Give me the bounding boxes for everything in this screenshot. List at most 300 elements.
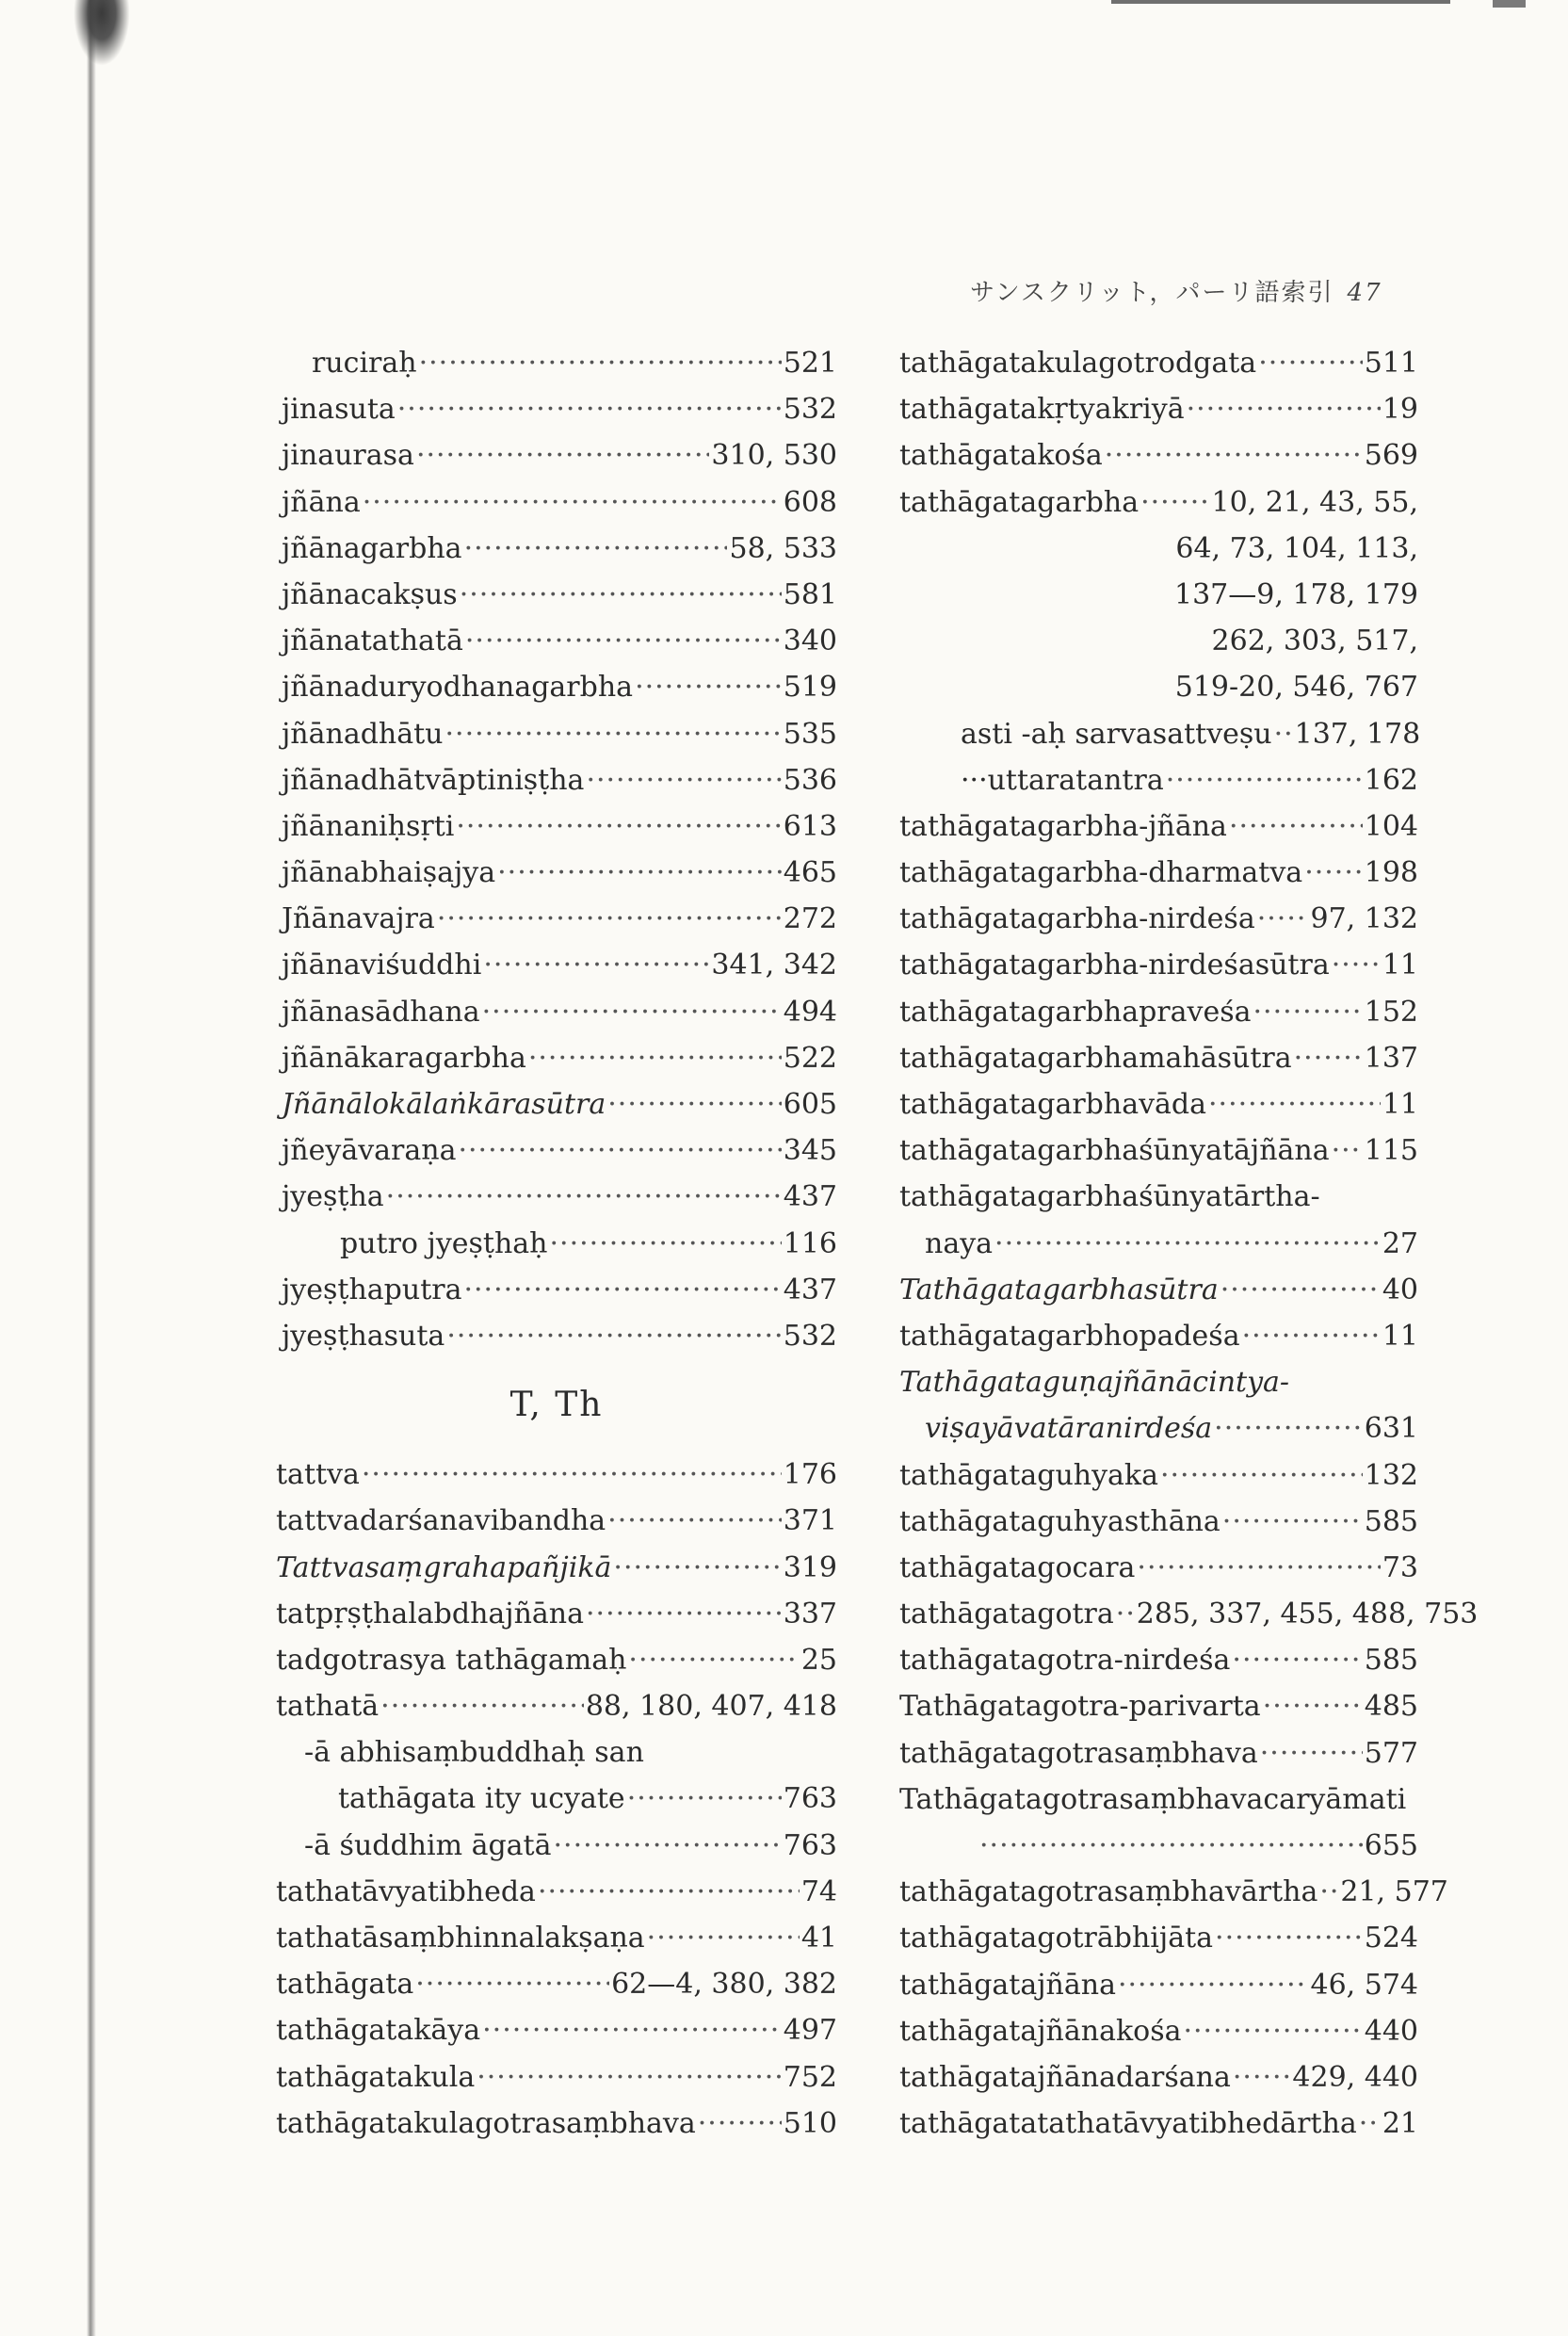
entry-page-ref: 310, 530 bbox=[711, 439, 837, 473]
entry-page-ref: 19 bbox=[1382, 393, 1418, 427]
index-entry bbox=[276, 479, 837, 526]
dot-leader bbox=[1215, 1915, 1363, 1961]
entry-term: tathāgatagarbhapraveśa bbox=[899, 995, 1252, 1029]
index-entry bbox=[276, 1591, 837, 1637]
index-entry bbox=[276, 1267, 837, 1313]
entry-page-ref: 285, 337, 455, 488, 753 bbox=[1136, 1598, 1479, 1631]
entry-page-ref: 535 bbox=[783, 717, 837, 751]
index-entry bbox=[895, 1730, 1418, 1776]
entry-term: ···uttaratantra bbox=[961, 763, 1164, 797]
dot-leader bbox=[538, 1869, 800, 1915]
dot-leader bbox=[483, 942, 709, 988]
left-column bbox=[276, 340, 837, 2147]
index-entry bbox=[895, 1313, 1418, 1359]
entry-term: tathāgatagarbha-nirdeśasūtra bbox=[899, 949, 1330, 982]
entry-page-ref: 655 bbox=[1364, 1829, 1418, 1862]
entry-page-ref: 429, 440 bbox=[1292, 2060, 1418, 2094]
entry-page-ref: 11 bbox=[1382, 1088, 1418, 1121]
dot-leader bbox=[1232, 1637, 1362, 1683]
entry-term: tathāgatagotra bbox=[899, 1598, 1114, 1631]
entry-page-ref: 519 bbox=[783, 671, 837, 705]
entry-page-ref: 763 bbox=[783, 1782, 837, 1816]
dot-leader bbox=[456, 803, 781, 850]
entry-page-ref: 58, 533 bbox=[729, 531, 837, 565]
entry-page-ref: 763 bbox=[783, 1828, 837, 1862]
entry-page-ref: 465 bbox=[783, 856, 837, 890]
index-entry bbox=[895, 386, 1418, 432]
entry-page-ref: 137—9, 178, 179 bbox=[1173, 577, 1418, 611]
index-entry bbox=[895, 1915, 1418, 1961]
index-entry bbox=[276, 1915, 837, 1961]
dot-leader bbox=[1116, 1591, 1135, 1637]
entry-page-ref: 752 bbox=[783, 2060, 837, 2094]
index-entry bbox=[895, 1869, 1448, 1915]
index-entry bbox=[895, 1359, 1418, 1405]
index-entry bbox=[895, 803, 1418, 850]
entry-page-ref: 437 bbox=[783, 1273, 837, 1306]
entry-term: jñānaviśuddhi bbox=[282, 949, 482, 982]
index-entry bbox=[895, 1545, 1418, 1591]
entry-page-ref: 532 bbox=[783, 393, 837, 427]
running-header bbox=[970, 273, 1382, 308]
index-entry bbox=[276, 942, 837, 988]
index-entry bbox=[276, 711, 837, 757]
dot-leader bbox=[477, 2054, 782, 2101]
entry-term: -ā abhisaṃbuddhaḥ san bbox=[304, 1736, 644, 1770]
index-entry bbox=[895, 340, 1418, 386]
index-entry bbox=[276, 1127, 837, 1174]
entry-page-ref: 74 bbox=[800, 1874, 837, 1908]
dot-leader bbox=[437, 896, 782, 942]
index-entry bbox=[895, 1174, 1418, 1220]
entry-term: jinaurasa bbox=[282, 439, 414, 473]
index-entry bbox=[895, 1591, 1479, 1637]
index-entry bbox=[276, 1035, 837, 1081]
entry-page-ref: 115 bbox=[1364, 1134, 1418, 1168]
entry-term: -ā śuddhim āgatā bbox=[304, 1828, 552, 1862]
entry-page-ref: 521 bbox=[783, 347, 837, 380]
entry-page-ref: 581 bbox=[783, 577, 837, 611]
page-number: 47 bbox=[1347, 279, 1382, 307]
entry-page-ref: 608 bbox=[783, 485, 837, 519]
entry-term: tathāgatatathatāvyatibhedārtha bbox=[899, 2107, 1357, 2141]
index-entry bbox=[276, 1452, 837, 1498]
entry-page-ref: 494 bbox=[783, 995, 837, 1029]
entry-term: tathāgatagotrābhijāta bbox=[899, 1922, 1214, 1955]
right-column bbox=[895, 340, 1479, 2147]
entry-term: tathāgatakulagotrasaṃbhava bbox=[276, 2106, 696, 2140]
dot-leader bbox=[1359, 2101, 1381, 2147]
dot-leader bbox=[463, 1267, 781, 1313]
dot-leader bbox=[415, 1961, 609, 2007]
scan-top-line bbox=[1111, 0, 1450, 4]
entry-page-ref: 262, 303, 517, bbox=[1211, 625, 1418, 658]
entry-page-ref: 337 bbox=[783, 1597, 837, 1630]
right-entries bbox=[895, 340, 1479, 2147]
left-entries-bottom bbox=[276, 1452, 837, 2147]
entry-term: tathatā bbox=[276, 1690, 380, 1724]
dot-leader bbox=[1220, 1267, 1381, 1313]
entry-page-ref: 137, 178 bbox=[1294, 717, 1421, 751]
entry-term: tathāgatakulagotrodgata bbox=[899, 347, 1257, 380]
entry-page-ref: 522 bbox=[783, 1041, 837, 1075]
dot-leader bbox=[482, 989, 782, 1035]
entry-page-ref: 272 bbox=[783, 902, 837, 936]
entry-term: putro jyeṣṭhaḥ bbox=[340, 1226, 548, 1260]
dot-leader bbox=[1183, 2008, 1362, 2054]
entry-term: jinasuta bbox=[282, 393, 396, 427]
entry-page-ref: 510 bbox=[783, 2106, 837, 2140]
index-entry bbox=[276, 896, 837, 942]
entry-term: tathāgatagotrasaṃbhava bbox=[899, 1736, 1258, 1770]
entry-page-ref: 41 bbox=[800, 1922, 837, 1955]
entry-page-ref: 64, 73, 104, 113, bbox=[1175, 531, 1418, 565]
entry-page-ref: 198 bbox=[1364, 856, 1418, 890]
index-entry bbox=[276, 1498, 837, 1544]
entry-page-ref: 341, 342 bbox=[711, 949, 837, 982]
entry-page-ref: 104 bbox=[1364, 809, 1418, 843]
entry-page-ref: 532 bbox=[783, 1319, 837, 1353]
index-entry bbox=[276, 1637, 837, 1683]
entry-term: tathatāvyatibheda bbox=[276, 1874, 536, 1908]
section-heading: T, Th bbox=[509, 1386, 604, 1425]
index-entry bbox=[276, 1174, 837, 1220]
dot-leader bbox=[1332, 1127, 1363, 1174]
dot-leader bbox=[1233, 2054, 1291, 2101]
entry-term: tathāgatagotra-nirdeśa bbox=[899, 1644, 1231, 1678]
left-entries-top bbox=[276, 340, 837, 1359]
index-entry bbox=[276, 2101, 837, 2147]
entry-term: tathāgatagarbha-nirdeśa bbox=[899, 902, 1255, 936]
entry-page-ref: 577 bbox=[1364, 1736, 1418, 1770]
entry-page-ref: 97, 132 bbox=[1310, 902, 1418, 936]
entry-term: tathāgatakṛtyakriyā bbox=[899, 393, 1185, 427]
dot-leader bbox=[416, 432, 709, 479]
entry-page-ref: 21 bbox=[1382, 2107, 1418, 2141]
scan-gutter-edge bbox=[87, 0, 96, 2336]
entry-term: tathāgatagarbhavāda bbox=[899, 1088, 1207, 1121]
dot-leader bbox=[607, 1081, 781, 1127]
dot-leader bbox=[698, 2101, 782, 2147]
entry-term: jñānacakṣus bbox=[282, 577, 458, 611]
dot-leader bbox=[465, 618, 782, 664]
index-entry bbox=[276, 850, 837, 896]
index-entry bbox=[895, 942, 1418, 988]
entry-term: tathāgatajñānadarśana bbox=[899, 2060, 1231, 2094]
index-entry bbox=[895, 572, 1418, 618]
dot-leader bbox=[528, 1035, 782, 1081]
index-entry bbox=[895, 1637, 1418, 1683]
index-entry bbox=[895, 711, 1421, 757]
entry-page-ref: 25 bbox=[800, 1643, 837, 1677]
entry-term: tathāgatagarbhaśūnyatājñāna bbox=[899, 1134, 1330, 1168]
index-entry bbox=[895, 1962, 1418, 2008]
entry-page-ref: 73 bbox=[1382, 1550, 1418, 1584]
index-entry bbox=[276, 1961, 837, 2007]
header-title: サンスクリット，パーリ語索引 bbox=[970, 279, 1334, 307]
dot-leader bbox=[550, 1221, 782, 1267]
index-entry bbox=[895, 757, 1418, 803]
entry-page-ref: 11 bbox=[1382, 1319, 1418, 1353]
index-entry bbox=[276, 2007, 837, 2053]
dot-leader bbox=[1319, 1869, 1338, 1915]
index-entry bbox=[895, 1405, 1418, 1452]
index-entry bbox=[276, 1776, 837, 1822]
index-entry bbox=[276, 2054, 837, 2101]
entry-term: Tathāgatagotra-parivarta bbox=[899, 1690, 1261, 1724]
entry-page-ref: 137 bbox=[1364, 1041, 1418, 1075]
entry-term: tathāgata bbox=[276, 1968, 414, 2002]
entry-page-ref: 605 bbox=[783, 1088, 837, 1121]
entry-term: tathāgatagocara bbox=[899, 1550, 1136, 1584]
entry-term: tathāgatajñānakośa bbox=[899, 2014, 1182, 2048]
dot-leader bbox=[647, 1915, 800, 1961]
entry-term: viṣayāvatāranirdeśa bbox=[925, 1412, 1213, 1446]
entry-term: tathāgataguhyaka bbox=[899, 1458, 1158, 1492]
entry-page-ref: 536 bbox=[783, 763, 837, 797]
dot-leader bbox=[460, 572, 782, 618]
dot-leader bbox=[380, 1683, 584, 1729]
entry-page-ref: 40 bbox=[1382, 1273, 1418, 1306]
entry-term: tadgotrasya tathāgamaḥ bbox=[276, 1643, 627, 1677]
entry-page-ref: 319 bbox=[783, 1550, 837, 1584]
entry-term: tathāgatakośa bbox=[899, 439, 1103, 473]
dot-leader bbox=[1304, 850, 1363, 896]
entry-term: tathāgataguhyasthāna bbox=[899, 1504, 1220, 1538]
entry-page-ref: 371 bbox=[783, 1504, 837, 1538]
entry-term: jñānabhaiṣajya bbox=[282, 856, 496, 890]
dot-leader bbox=[1105, 432, 1363, 479]
entry-term: naya bbox=[925, 1226, 994, 1260]
entry-page-ref: 345 bbox=[783, 1134, 837, 1168]
index-entry bbox=[895, 989, 1418, 1035]
index-entry bbox=[895, 2008, 1418, 2054]
entry-page-ref: 569 bbox=[1364, 439, 1418, 473]
entry-page-ref: 152 bbox=[1364, 995, 1418, 1029]
index-entry bbox=[895, 1081, 1418, 1127]
entry-term: jñānadhātvāptiniṣṭha bbox=[282, 763, 585, 797]
entry-page-ref: 162 bbox=[1364, 763, 1418, 797]
index-entry bbox=[276, 1869, 837, 1915]
entry-page-ref: 631 bbox=[1364, 1412, 1418, 1446]
dot-leader bbox=[445, 711, 782, 757]
dot-leader bbox=[1263, 1683, 1363, 1729]
index-entry bbox=[895, 432, 1418, 479]
entry-term: jñānatathatā bbox=[282, 625, 463, 658]
index-entry bbox=[276, 989, 837, 1035]
entry-term: jñānasādhana bbox=[282, 995, 480, 1029]
entry-page-ref: 519-20, 546, 767 bbox=[1174, 671, 1418, 705]
index-entry bbox=[895, 1683, 1418, 1729]
entry-term: tathāgatagarbha bbox=[899, 485, 1140, 519]
entry-page-ref: 176 bbox=[783, 1458, 837, 1492]
entry-term: jyeṣṭhasuta bbox=[282, 1319, 445, 1353]
entry-term: jyeṣṭhaputra bbox=[282, 1273, 462, 1306]
index-entry bbox=[276, 1313, 837, 1359]
dot-leader bbox=[482, 2007, 782, 2053]
entry-term: jñānagarbha bbox=[282, 531, 462, 565]
entry-term: tathāgatagarbhopadeśa bbox=[899, 1319, 1240, 1353]
entry-page-ref: 524 bbox=[1364, 1922, 1418, 1955]
dot-leader bbox=[994, 1221, 1381, 1267]
index-entry bbox=[276, 1081, 837, 1127]
dot-leader bbox=[1257, 896, 1309, 942]
dot-leader bbox=[635, 664, 782, 710]
dot-leader bbox=[1274, 711, 1293, 757]
index-entry bbox=[895, 526, 1418, 572]
dot-leader bbox=[1294, 1035, 1363, 1081]
entry-page-ref: 485 bbox=[1364, 1690, 1418, 1724]
entry-page-ref: 340 bbox=[783, 625, 837, 658]
entry-term: tathāgatakāya bbox=[276, 2014, 481, 2048]
entry-page-ref: 88, 180, 407, 418 bbox=[585, 1690, 837, 1724]
entry-term: Tathāgatagotrasaṃbhavacaryāmati bbox=[899, 1782, 1407, 1816]
entry-page-ref: 613 bbox=[783, 809, 837, 843]
entry-page-ref: 511 bbox=[1364, 347, 1418, 380]
dot-leader bbox=[1332, 942, 1381, 988]
index-entry bbox=[895, 1452, 1418, 1499]
entry-term: tathāgatagarbha-dharmatva bbox=[899, 856, 1303, 890]
index-entry bbox=[276, 664, 837, 710]
index-entry bbox=[895, 1267, 1418, 1313]
entry-page-ref: 27 bbox=[1382, 1226, 1418, 1260]
dot-leader bbox=[1160, 1452, 1363, 1499]
index-entry bbox=[895, 618, 1418, 664]
index-entry bbox=[276, 1729, 837, 1776]
entry-term: tathāgatagarbhamahāsūtra bbox=[899, 1041, 1292, 1075]
entry-term: Jñānālokālaṅkārasūtra bbox=[282, 1088, 606, 1121]
dot-leader bbox=[458, 1127, 781, 1174]
dot-leader bbox=[1258, 340, 1363, 386]
index-entry bbox=[895, 1776, 1418, 1823]
index-entry bbox=[276, 1221, 837, 1267]
dot-leader bbox=[464, 526, 728, 572]
index-entry bbox=[276, 526, 837, 572]
dot-leader bbox=[1118, 1962, 1309, 2008]
entry-term: jñāna bbox=[282, 485, 361, 519]
entry-page-ref: 11 bbox=[1382, 949, 1418, 982]
index-entry bbox=[895, 896, 1418, 942]
dot-leader bbox=[979, 1823, 1363, 1869]
entry-term: jñeyāvaraṇa bbox=[282, 1134, 457, 1168]
entry-term: Jñānavajra bbox=[282, 902, 435, 936]
dot-leader bbox=[362, 1452, 782, 1498]
entry-page-ref: 116 bbox=[783, 1226, 837, 1260]
entry-term: tathāgatakula bbox=[276, 2060, 476, 2094]
dot-leader bbox=[397, 386, 782, 432]
entry-page-ref: 440 bbox=[1364, 2014, 1418, 2048]
dot-leader bbox=[607, 1498, 782, 1544]
entry-page-ref: 585 bbox=[1364, 1644, 1418, 1678]
index-entry bbox=[895, 1823, 1418, 1869]
dot-leader bbox=[1242, 1313, 1381, 1359]
entry-term: tattvadarśanavibandha bbox=[276, 1504, 606, 1538]
dot-leader bbox=[1260, 1730, 1363, 1776]
dot-leader bbox=[1208, 1081, 1381, 1127]
entry-term: jyeṣṭha bbox=[282, 1180, 384, 1214]
index-entry bbox=[276, 1545, 837, 1591]
entry-term: jñānākaragarbha bbox=[282, 1041, 526, 1075]
entry-term: jñānaduryodhanagarbha bbox=[282, 671, 634, 705]
entry-term: tathāgatagotrasaṃbhavārtha bbox=[899, 1875, 1318, 1909]
dot-leader bbox=[1166, 757, 1363, 803]
dot-leader bbox=[1253, 989, 1363, 1035]
entry-page-ref: 132 bbox=[1364, 1458, 1418, 1492]
dot-leader bbox=[446, 1313, 781, 1359]
index-entry bbox=[276, 757, 837, 803]
entry-term: asti -aḥ sarvasattveṣu bbox=[961, 717, 1272, 751]
index-entry bbox=[895, 664, 1418, 710]
dot-leader bbox=[1137, 1545, 1380, 1591]
index-entry bbox=[895, 850, 1418, 896]
dot-leader bbox=[586, 1591, 782, 1637]
dot-leader bbox=[1187, 386, 1381, 432]
entry-page-ref: 497 bbox=[783, 2014, 837, 2048]
index-entry bbox=[276, 618, 837, 664]
index-entry bbox=[895, 479, 1418, 526]
entry-page-ref: 46, 574 bbox=[1310, 1968, 1418, 2002]
index-entry bbox=[276, 1823, 837, 1869]
dot-leader bbox=[628, 1637, 799, 1683]
dot-leader bbox=[497, 850, 782, 896]
entry-page-ref: 10, 21, 43, 55, bbox=[1211, 485, 1418, 519]
dot-leader bbox=[363, 479, 782, 526]
entry-page-ref: 21, 577 bbox=[1340, 1875, 1448, 1909]
dot-leader bbox=[613, 1545, 781, 1591]
index-entry bbox=[276, 572, 837, 618]
index-entry bbox=[895, 2054, 1418, 2101]
entry-term: tathāgatajñāna bbox=[899, 1968, 1116, 2002]
entry-term: tathatāsaṃbhinnalakṣaṇa bbox=[276, 1922, 645, 1955]
dot-leader bbox=[554, 1823, 782, 1869]
index-entry bbox=[276, 1683, 837, 1729]
entry-term: tathāgata ity ucyate bbox=[338, 1782, 625, 1816]
dot-leader bbox=[1229, 803, 1363, 850]
scan-binding-shadow bbox=[73, 0, 130, 66]
dot-leader bbox=[1222, 1499, 1363, 1545]
index-entry bbox=[895, 1499, 1418, 1545]
index-entry bbox=[895, 2101, 1418, 2147]
dot-leader bbox=[386, 1174, 782, 1220]
entry-term: ruciraḥ bbox=[312, 347, 417, 380]
entry-term: Tathāgataguṇajñānācintya- bbox=[899, 1366, 1290, 1400]
entry-term: tatpṛṣṭhalabdhajñāna bbox=[276, 1597, 585, 1630]
entry-term: tathāgatagarbhaśūnyatārtha- bbox=[899, 1180, 1320, 1214]
entry-term: tathāgatagarbha-jñāna bbox=[899, 809, 1227, 843]
index-entry bbox=[895, 1221, 1418, 1267]
index-entry bbox=[895, 1035, 1418, 1081]
index-entry bbox=[895, 1127, 1418, 1174]
entry-term: Tattvasaṃgrahapañjikā bbox=[276, 1550, 612, 1584]
dot-leader bbox=[586, 757, 781, 803]
entry-term: jñānaniḥsṛti bbox=[282, 809, 455, 843]
dot-leader bbox=[419, 340, 782, 386]
index-entry bbox=[276, 432, 837, 479]
entry-term: Tathāgatagarbhasūtra bbox=[899, 1273, 1219, 1306]
dot-leader bbox=[627, 1776, 782, 1822]
index-entry bbox=[276, 340, 837, 386]
index-entry bbox=[276, 386, 837, 432]
entry-page-ref: 437 bbox=[783, 1180, 837, 1214]
entry-term: jñānadhātu bbox=[282, 717, 444, 751]
entry-term: tattva bbox=[276, 1458, 360, 1492]
scan-corner-mark bbox=[1493, 0, 1526, 8]
entry-page-ref: 585 bbox=[1364, 1504, 1418, 1538]
index-entry bbox=[276, 803, 837, 850]
dot-leader bbox=[1140, 479, 1209, 526]
dot-leader bbox=[1214, 1405, 1363, 1452]
entry-page-ref: 62—4, 380, 382 bbox=[611, 1968, 837, 2002]
